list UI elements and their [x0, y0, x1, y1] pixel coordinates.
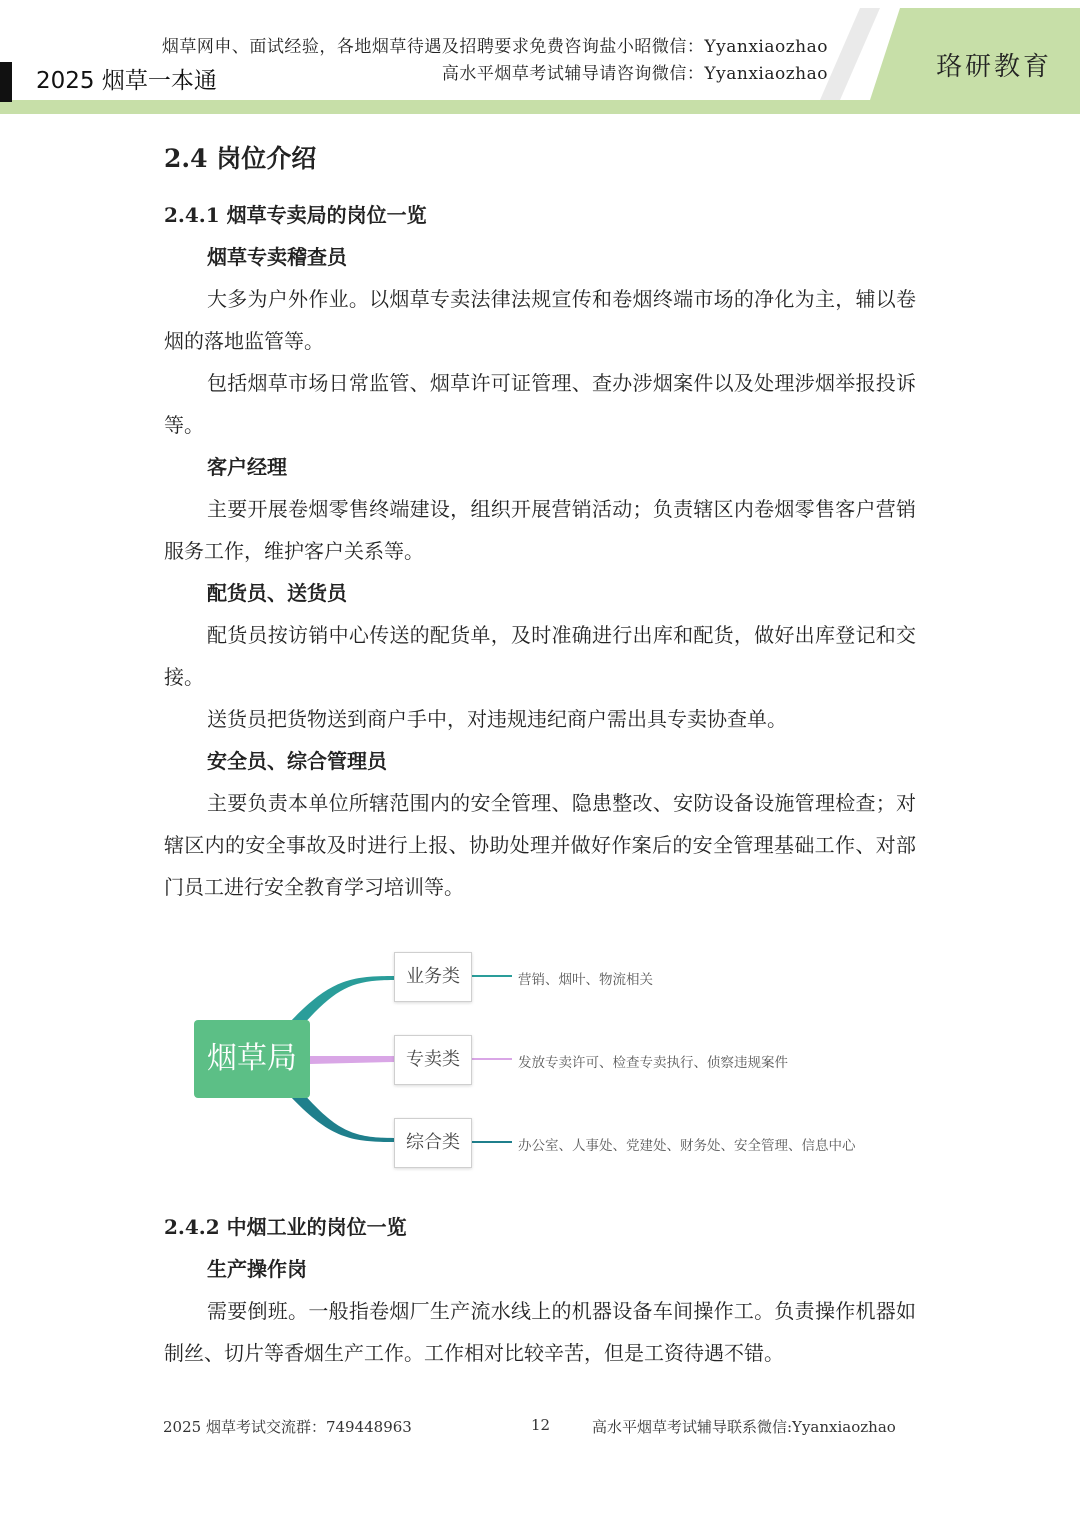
role-paragraph: 主要开展卷烟零售终端建设，组织开展营销活动；负责辖区内卷烟零售客户营销服务工作，维护客户关系等。 [164, 497, 916, 563]
header-green-bar [0, 100, 1080, 114]
page-header [0, 0, 1080, 115]
main-content [164, 138, 916, 908]
branch-connector-1 [290, 976, 394, 1026]
role-title: 烟草专卖稽查员 [207, 245, 347, 269]
industry-section [164, 1206, 916, 1374]
mindmap-leaf: 发放专卖许可、检查专卖执行、侦察违规案件 [518, 1055, 788, 1071]
header-line-1: 烟草网申、面试经验，各地烟草待遇及招聘要求免费咨询盐小昭微信：Yyanxiaozhao [161, 37, 828, 57]
mindmap-leaf: 办公室、人事处、党建处、财务处、安全管理、信息中心 [518, 1138, 856, 1154]
mindmap-leaf: 营销、烟叶、物流相关 [518, 972, 653, 988]
mindmap-node: 专卖类 [394, 1035, 472, 1085]
role-title: 安全员、综合管理员 [207, 749, 387, 773]
branch-connector-2 [310, 1056, 394, 1064]
header-black-marker [0, 62, 12, 102]
role-title: 生产操作岗 [207, 1257, 307, 1281]
footer-right: 高水平烟草考试辅导联系微信:Yyanxiaozhao [592, 1418, 896, 1436]
subsection-heading-2: 2.4.2 中烟工业的岗位一览 [164, 1215, 407, 1239]
subsection-heading-1: 2.4.1 烟草专卖局的岗位一览 [164, 203, 427, 227]
role-paragraph: 送货员把货物送到商户手中，对违规违纪商户需出具专卖协查单。 [207, 707, 787, 731]
role-paragraph: 包括烟草市场日常监管、烟草许可证管理、查办涉烟案件以及处理涉烟举报投诉等。 [164, 371, 916, 437]
mindmap-node: 业务类 [394, 952, 472, 1002]
branch-connector-3 [290, 1092, 394, 1142]
role-paragraph: 大多为户外作业。以烟草专卖法律法规宣传和卷烟终端市场的净化为主，辅以卷烟的落地监管等。 [164, 287, 916, 353]
role-title: 配货员、送货员 [207, 581, 347, 605]
role-paragraph: 主要负责本单位所辖范围内的安全管理、隐患整改、安防设备设施管理检查；对辖区内的安全事故及时进行上报、协助处理并做好作案后的安全管理基础工作、对部门员工进行安全教育学习培训等。 [164, 791, 916, 899]
role-paragraph: 需要倒班。一般指卷烟厂生产流水线上的机器设备车间操作工。负责操作机器如制丝、切片等香烟生产工作。工作相对比较辛苦，但是工资待遇不错。 [164, 1299, 916, 1365]
header-stripe [820, 8, 880, 100]
header-line-2: 高水平烟草考试辅导请咨询微信：Yyanxiaozhao [441, 64, 828, 84]
role-title: 客户经理 [207, 455, 287, 479]
role-paragraph: 配货员按访销中心传送的配货单，及时准确进行出库和配货，做好出库登记和交接。 [164, 623, 916, 689]
footer-left: 2025 烟草考试交流群：749448963 [163, 1418, 412, 1436]
section-heading: 2.4 岗位介绍 [164, 144, 317, 173]
brand-name: 珞研教育 [935, 52, 1052, 82]
header-title: 2025 烟草一本通 [36, 68, 217, 94]
page-number: 12 [531, 1416, 551, 1434]
mindmap-root: 烟草局 [194, 1020, 310, 1098]
mindmap-diagram [190, 940, 910, 1180]
header-notice [162, 34, 828, 88]
mindmap-node: 综合类 [394, 1118, 472, 1168]
